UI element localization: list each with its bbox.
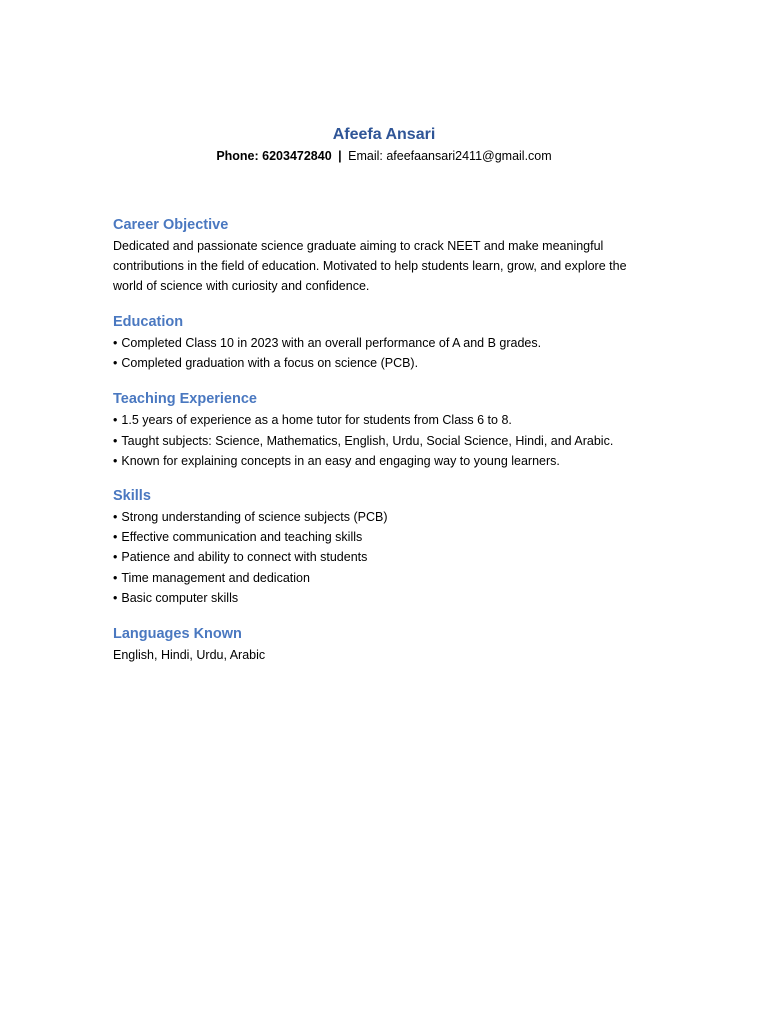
teaching-experience-section xyxy=(113,388,658,471)
contact-separator: | xyxy=(338,149,342,163)
education-item: • Completed Class 10 in 2023 with an overall performance of A and B grades. xyxy=(113,333,658,353)
skills-section xyxy=(113,485,658,608)
skills-item: • Effective communication and teaching skills xyxy=(113,527,658,547)
contact-line xyxy=(0,146,768,166)
resume-body xyxy=(113,214,658,665)
skills-item: • Patience and ability to connect with students xyxy=(113,547,658,567)
skills-item: • Basic computer skills xyxy=(113,588,658,608)
teaching-experience-item: • 1.5 years of experience as a home tutor for students from Class 6 to 8. xyxy=(113,410,658,430)
skills-item: • Time management and dedication xyxy=(113,568,658,588)
education-section xyxy=(113,311,658,373)
phone-number: Phone: 6203472840 xyxy=(216,149,332,163)
languages-section xyxy=(113,623,658,665)
teaching-experience-heading: Teaching Experience xyxy=(113,391,257,408)
teaching-experience-item: • Known for explaining concepts in an easy and engaging way to young learners. xyxy=(113,451,658,471)
career-objective-section xyxy=(113,214,658,296)
languages-text: English, Hindi, Urdu, Arabic xyxy=(113,648,266,663)
teaching-experience-item: • Taught subjects: Science, Mathematics, English, Urdu, Social Science, Hindi, and Arabic. xyxy=(113,431,658,451)
teaching-experience-list xyxy=(113,410,658,471)
languages-heading: Languages Known xyxy=(113,626,242,643)
education-list xyxy=(113,333,658,373)
skills-heading: Skills xyxy=(113,488,151,505)
skills-list xyxy=(113,507,658,608)
career-objective-heading: Career Objective xyxy=(113,217,229,233)
candidate-name: Afeefa Ansari xyxy=(332,126,436,143)
education-item: • Completed graduation with a focus on science (PCB). xyxy=(113,353,658,373)
education-heading: Education xyxy=(113,314,184,330)
skills-item: • Strong understanding of science subjects (PCB) xyxy=(113,507,658,527)
email-address: Email: afeefaansari2411@gmail.com xyxy=(348,149,552,163)
resume-header xyxy=(0,124,768,166)
career-objective-text: Dedicated and passionate science graduate aiming to crack NEET and make meaningful contributions in the field of education. Motivated to help students learn, grow, and explore the world of science with curiosity and confidence. xyxy=(113,239,627,293)
